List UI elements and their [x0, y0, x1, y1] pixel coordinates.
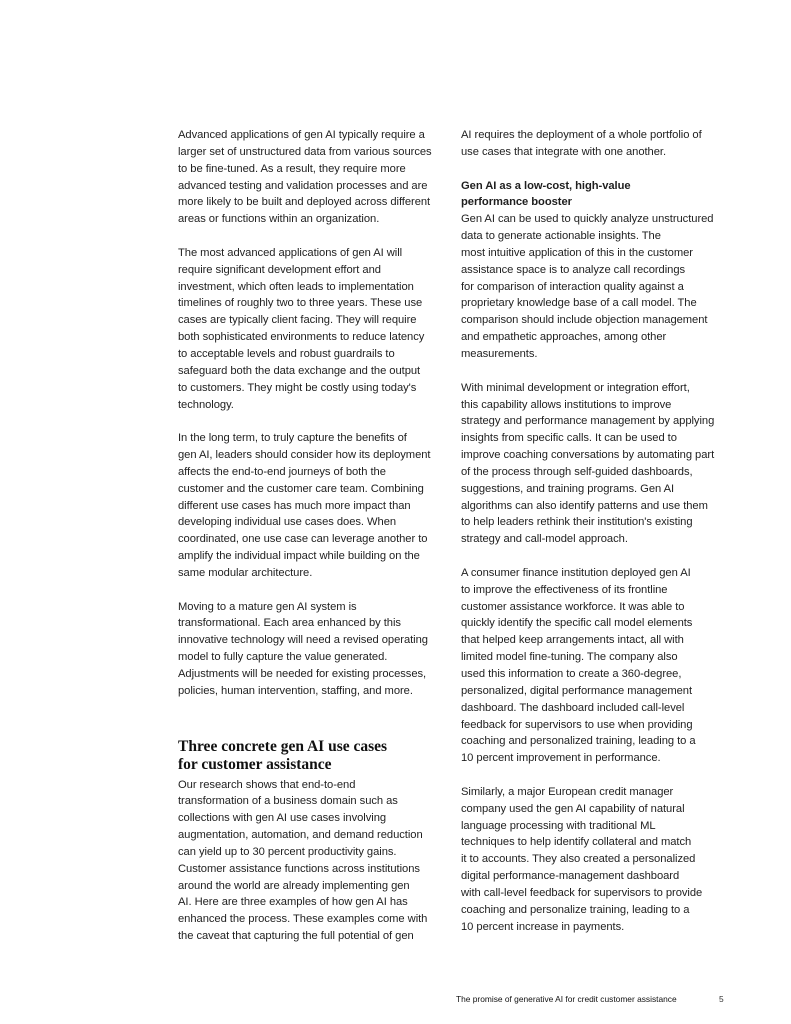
text-line: language processing with traditional ML	[461, 819, 656, 832]
paragraph-gap	[461, 363, 727, 380]
subheading-line: performance booster	[461, 196, 572, 209]
text-line: technology.	[178, 398, 234, 411]
text-line: most intuitive application of this in the customer	[461, 246, 693, 259]
text-line: more likely to be built and deployed across different	[178, 196, 431, 209]
text-line: Advanced applications of gen AI typically require a	[178, 129, 425, 141]
text-line: AI requires the deployment of a whole portfolio of	[461, 129, 702, 141]
page-number: 5	[719, 994, 724, 1004]
text-line: and empathetic approaches, among other	[461, 331, 667, 344]
text-line: A consumer finance institution deployed gen AI	[461, 566, 691, 579]
text-line: investment, which often leads to implementation	[178, 280, 414, 293]
text-line: Customer assistance functions across institutions	[178, 862, 420, 875]
text-line: require significant development effort and	[178, 263, 381, 276]
text-line: strategy and call-model approach.	[461, 533, 628, 546]
text-line: with call-level feedback for supervisors to provide	[461, 886, 703, 899]
paragraph-analyze-unstructured	[461, 211, 727, 363]
text-line: customer and the customer care team. Combining	[178, 482, 424, 495]
text-line: for comparison of interaction quality against a	[461, 280, 684, 293]
paragraph-european-credit-manager	[461, 784, 727, 936]
text-line: amplify the individual impact while building on the	[178, 550, 420, 563]
text-line: Similarly, a major European credit manager	[461, 785, 674, 798]
text-line: The most advanced applications of gen AI will	[178, 246, 403, 259]
text-line: limited model fine-tuning. The company also	[461, 651, 678, 664]
text-line: improve coaching conversations by automating part	[461, 449, 715, 462]
text-line: coaching and personalize training, leading to a	[461, 903, 690, 916]
paragraph-gap	[461, 161, 727, 178]
text-line: to be fine-tuned. As a result, they require more	[178, 162, 406, 175]
paragraph-minimal-development	[461, 380, 727, 548]
text-line: developing individual use cases does. When	[178, 516, 397, 529]
text-line: dashboard. The dashboard included call-level	[461, 701, 685, 714]
text-line: measurements.	[461, 347, 538, 360]
text-line: Adjustments will be needed for existing processes,	[178, 668, 427, 680]
text-line: proprietary knowledge base of a call model. The	[461, 297, 697, 310]
text-line: algorithms can also identify patterns and use them	[461, 499, 708, 512]
text-line: enhanced the process. These examples come with	[178, 913, 428, 926]
text-line: Moving to a mature gen AI system is	[178, 600, 357, 613]
text-line: transformational. Each area enhanced by this	[178, 617, 401, 630]
text-line: policies, human intervention, staffing, and more.	[178, 684, 413, 697]
text-line: 10 percent increase in payments.	[461, 920, 625, 933]
text-line: affects the end-to-end journeys of both the	[178, 465, 386, 478]
text-line: that helped keep arrangements intact, all with	[461, 634, 684, 647]
text-line: feedback for supervisors to use when providing	[461, 718, 693, 731]
heading-line: Three concrete gen AI use cases	[178, 737, 388, 755]
text-line: it to accounts. They also created a personalized	[461, 853, 696, 866]
text-line: With minimal development or integration effort,	[461, 381, 690, 394]
text-line: advanced testing and validation processes and are	[178, 179, 428, 192]
text-line: timelines of roughly two to three years. These use	[178, 297, 423, 310]
paragraph-gap	[461, 767, 727, 784]
text-line: collections with gen AI use cases involving	[178, 812, 387, 825]
text-line: larger set of unstructured data from various sources	[178, 145, 432, 158]
heading-line: for customer assistance	[178, 755, 332, 773]
text-line: to customers. They might be costly using today's	[178, 381, 417, 394]
text-line: transformation of a business domain such as	[178, 795, 398, 808]
paragraph-gap	[178, 228, 446, 245]
subheading	[461, 178, 727, 212]
text-line: to acceptable levels and robust guardrails to	[178, 347, 395, 360]
text-line: AI. Here are three examples of how gen AI has	[178, 896, 408, 909]
text-line: personalized, digital performance management	[461, 684, 693, 697]
text-line: the caveat that capturing the full potential of gen	[178, 930, 414, 943]
paragraph-research	[178, 777, 446, 945]
paragraph-advanced-applications	[178, 127, 446, 228]
text-line: use cases that integrate with one another.	[461, 145, 667, 158]
text-line: of the process through self-guided dashboards,	[461, 465, 693, 478]
text-line: assistance space is to analyze call recordings	[461, 263, 686, 276]
text-line: cases are typically client facing. They will require	[178, 314, 417, 327]
text-line: strategy and performance management by applying	[461, 415, 715, 428]
paragraph-gap	[178, 700, 446, 717]
text-line: innovative technology will need a revised operating	[178, 634, 428, 647]
text-line: augmentation, automation, and demand reduction	[178, 829, 423, 842]
section-heading	[178, 738, 446, 774]
text-line: used this information to create a 360-degree,	[461, 668, 682, 680]
text-line: can yield up to 30 percent productivity gains.	[178, 845, 397, 858]
text-line: coordinated, one use case can leverage another to	[178, 533, 428, 546]
text-line: company used the gen AI capability of natural	[461, 802, 685, 815]
text-line: areas or functions within an organization.	[178, 213, 380, 226]
text-line: both sophisticated environments to reduce latency	[178, 331, 425, 344]
text-line: insights from specific calls. It can be used to	[461, 432, 677, 445]
paragraph-gap	[178, 582, 446, 599]
text-line: around the world are already implementing gen	[178, 879, 410, 892]
paragraph-gap	[461, 548, 727, 565]
text-line: model to fully capture the value generated.	[178, 651, 388, 664]
text-line: digital performance-management dashboard	[461, 870, 680, 883]
paragraph-most-advanced-applications	[178, 245, 446, 413]
text-line: Gen AI can be used to quickly analyze unstructured	[461, 213, 714, 226]
page-footer	[456, 994, 724, 1004]
right-column	[461, 127, 727, 936]
paragraph-gap	[178, 413, 446, 430]
text-line: same modular architecture.	[178, 566, 313, 579]
text-line: customer assistance workforce. It was able to	[461, 600, 685, 613]
paragraph-intro-continuation	[461, 127, 727, 161]
text-line: techniques to help identify collateral and match	[461, 836, 692, 849]
text-line: different use cases has much more impact than	[178, 499, 411, 512]
text-line: In the long term, to truly capture the benefits of	[178, 432, 407, 445]
text-line: comparison should include objection management	[461, 314, 708, 327]
text-line: quickly identify the specific call model elements	[461, 617, 693, 630]
paragraph-consumer-finance	[461, 565, 727, 767]
text-line: Our research shows that end-to-end	[178, 778, 356, 791]
text-line: suggestions, and training programs. Gen AI	[461, 482, 675, 495]
text-line: data to generate actionable insights. The	[461, 230, 661, 243]
text-line: to improve the effectiveness of its frontline	[461, 583, 668, 596]
text-line: this capability allows institutions to improve	[461, 398, 672, 411]
paragraph-long-term	[178, 430, 446, 582]
left-column	[178, 127, 446, 945]
text-line: to help leaders rethink their institution's existing	[461, 516, 693, 529]
text-line: coaching and personalized training, leading to a	[461, 735, 696, 748]
footer-title: The promise of generative AI for credit customer assistance	[456, 994, 677, 1004]
text-line: 10 percent improvement in performance.	[461, 752, 661, 765]
text-line: safeguard both the data exchange and the output	[178, 364, 421, 377]
text-line: gen AI, leaders should consider how its deployment	[178, 449, 431, 462]
paragraph-mature-system	[178, 599, 446, 700]
subheading-line: Gen AI as a low-cost, high-value	[461, 179, 631, 192]
